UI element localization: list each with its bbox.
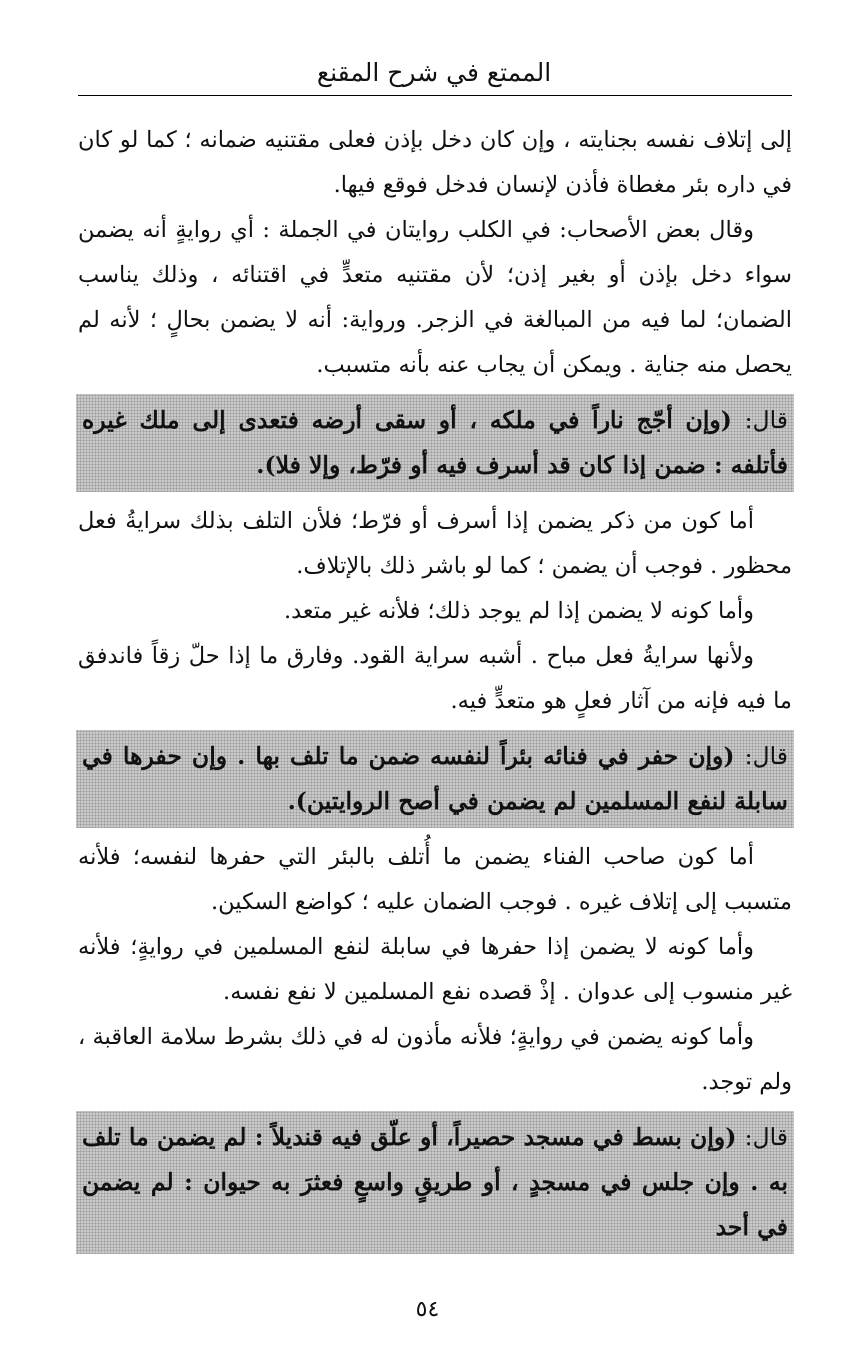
paragraph: وأما كونه يضمن في روايةٍ؛ فلأنه مأذون له في ذلك بشرط سلامة العاقبة ، ولم توجد.	[78, 1024, 792, 1095]
page-number: ٥٤	[415, 1297, 440, 1322]
quote-label: قال:	[744, 406, 788, 434]
quote-label: قال:	[744, 742, 788, 770]
quote-text: (وإن حفر في فنائه بئراً لنفسه ضمن ما تلف بها . وإن حفرها في سابلة لنفع المسلمين لم يضمن في أصح الروايتين).	[82, 742, 788, 815]
matn-quote	[76, 1111, 794, 1254]
header-rule	[78, 95, 792, 96]
quote-label: قال:	[744, 1123, 788, 1151]
paragraph: أما كون من ذكر يضمن إذا أسرف أو فرّط؛ فلأن التلف بذلك سرايةُ فعل محظور . فوجب أن يضمن ؛ كما لو باشر ذلك بالإتلاف.	[78, 508, 792, 579]
running-header: الممتع في شرح المقنع	[316, 58, 552, 87]
paragraph: وأما كونه لا يضمن إذا لم يوجد ذلك؛ فلأنه غير متعد.	[283, 598, 754, 624]
matn-quote	[76, 730, 794, 828]
paragraph: وأما كونه لا يضمن إذا حفرها في سابلة لنفع المسلمين في روايةٍ؛ فلأنه غير منسوب إلى عدوان . إذْ قصده نفع المسلمين لا نفع نفسه.	[78, 934, 792, 1005]
paragraph: أما كون صاحب الفناء يضمن ما أُتلف بالبئر التي حفرها لنفسه؛ فلأنه متسبب إلى إتلاف غيره . فوجب الضمان عليه ؛ كواضع السكين.	[78, 844, 792, 915]
quote-text: (وإن أجّج ناراً في ملكه ، أو سقى أرضه فتعدى إلى ملك غيره فأتلفه : ضمن إذا كان قد أسرف فيه أو فرّط، وإلا فلا).	[82, 406, 788, 479]
paragraph: إلى إتلاف نفسه بجنايته ، وإن كان دخل بإذن فعلى مقتنيه ضمانه ؛ كما لو كان في داره بئر مغطاة فأذن لإنسان فدخل فوقع فيها.	[78, 127, 792, 198]
page-body	[78, 118, 792, 1261]
paragraph: وقال بعض الأصحاب: في الكلب روايتان في الجملة : أي روايةٍ أنه يضمن سواء دخل بإذن أو بغير إذن؛ لأن مقتنيه متعدٍّ في اقتنائه ، وذلك يناسب الضمان؛ لما فيه من المبالغة في الزجر. ورواية: أنه لا يضمن بحالٍ ؛ لأنه لم يحصل منه جناية . ويمكن أن يجاب عنه بأنه متسبب.	[78, 217, 792, 378]
paragraph: ولأنها سرايةُ فعل مباح . أشبه سراية القود. وفارق ما إذا حلّ زقاً فاندفق ما فيه فإنه من آثار فعلٍ هو متعدٍّ فيه.	[78, 643, 792, 714]
quote-text: (وإن بسط في مسجد حصيراً، أو علّق فيه قنديلاً : لم يضمن ما تلف به . وإن جلس في مسجدٍ ، أو طريقٍ واسعٍ فعثرَ به حيوان : لم يضمن في أحد	[82, 1123, 788, 1241]
matn-quote	[76, 394, 794, 492]
